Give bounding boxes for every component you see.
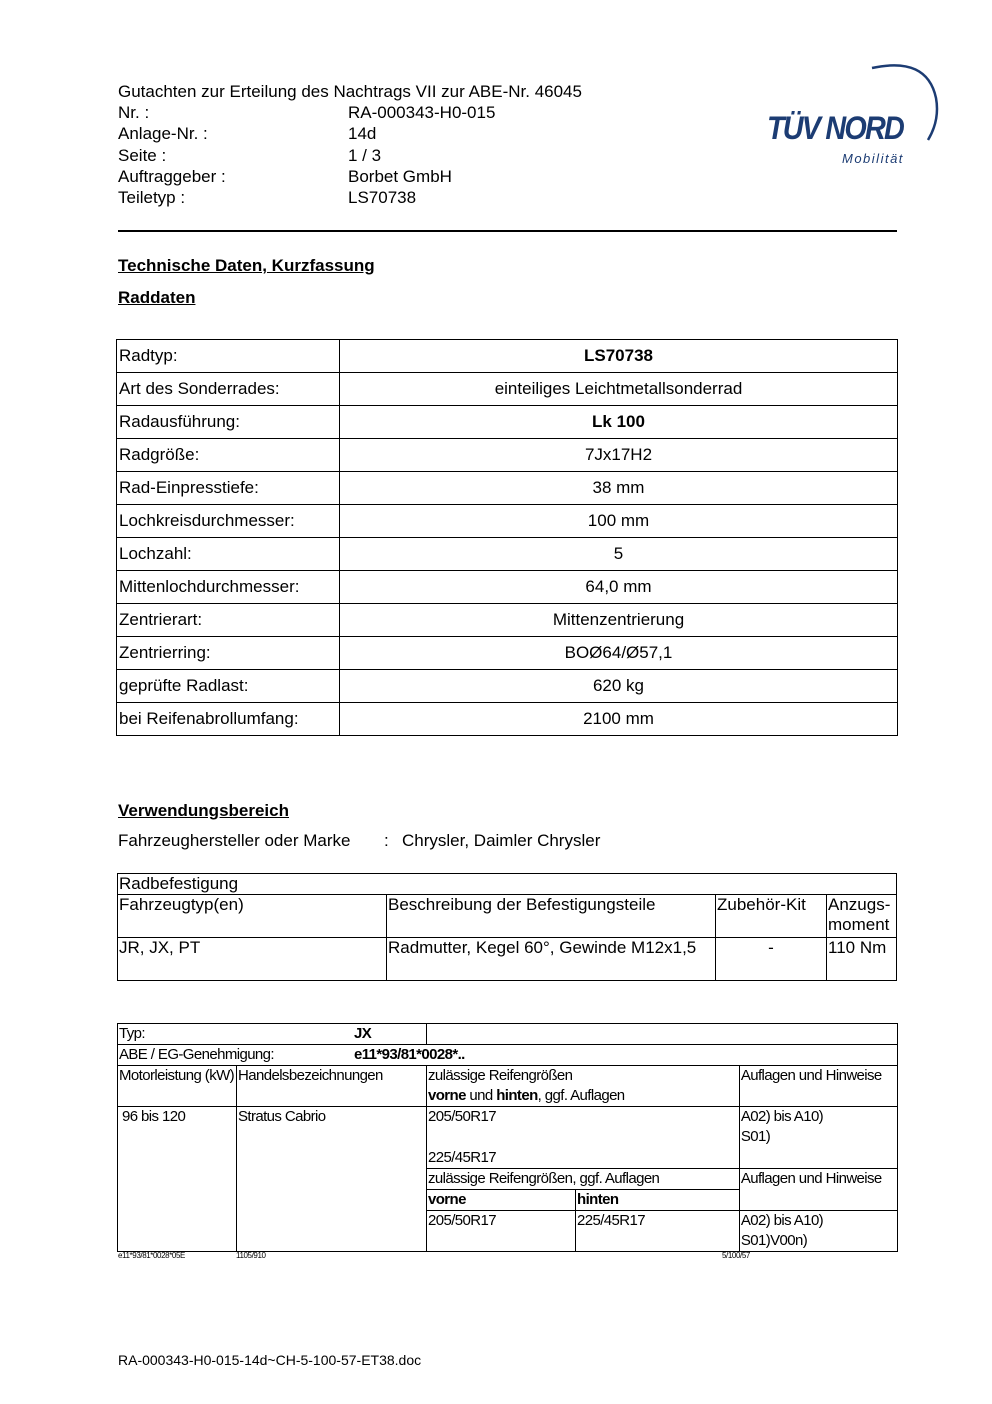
table-row [117,439,898,472]
small-ref-c: 5/100/57 [722,1251,750,1260]
table-row [118,874,897,895]
header-row-teiletyp [118,187,638,208]
reifen-value-1: 205/50R17 [428,1108,496,1125]
header-value: LS70738 [348,188,417,207]
raddaten-value: Lk 100 [340,406,898,439]
raddaten-label: Rad-Einpresstiefe: [117,472,340,505]
header-key: Nr. : [118,103,150,122]
small-ref-b: 1105/910 [236,1251,266,1260]
header-key: Auftraggeber : [118,167,226,186]
table-row [117,505,898,538]
radbefestigung-title: Radbefestigung [118,874,897,895]
raddaten-value: LS70738 [340,340,898,373]
header-key: Seite : [118,146,167,165]
raddaten-label: Lochkreisdurchmesser: [117,505,340,538]
auflagen-value-2: A02) bis A10) [740,1212,824,1229]
raddaten-label: Mittenlochdurchmesser: [117,571,340,604]
sub-reifen-header: zulässige Reifengrößen, ggf. Auflagen [427,1169,740,1190]
reifen-header-und: und [465,1087,497,1104]
reifen-cell [427,1107,740,1169]
header-key: Anlage-Nr. : [118,124,208,143]
raddaten-value: 38 mm [340,472,898,505]
raddaten-value: 5 [340,538,898,571]
header-value: Borbet GmbH [348,167,452,186]
raddaten-value: 64,0 mm [340,571,898,604]
header-key: Teiletyp : [118,188,186,207]
table-cell: 110 Nm [827,938,897,981]
raddaten-value: 620 kg [340,670,898,703]
reifen-header-hinten: hinten [496,1087,538,1104]
reifen-value-2: 225/45R17 [428,1149,496,1166]
raddaten-label: Lochzahl: [117,538,340,571]
raddaten-value: BOØ64/Ø57,1 [340,637,898,670]
sub-auflagen-header: Auflagen und Hinweise [739,1169,897,1211]
handel-cell: Stratus Cabrio [237,1107,427,1252]
raddaten-label: Radausführung: [117,406,340,439]
hinten-header: hinten [576,1190,740,1211]
small-ref-a: e11*93/81*0028*05E [118,1251,185,1260]
header-row-seite [118,145,638,166]
logo-wordmark: TÜV NORD [767,110,903,146]
footer-filename: RA-000343-H0-015-14d~CH-5-100-57-ET38.doc [118,1352,422,1368]
hinten-value: 225/45R17 [576,1211,740,1252]
abe-row [118,1045,465,1066]
auflagen-cell [739,1107,897,1169]
table-row [118,1024,898,1045]
header-cell: Beschreibung der Befestigungsteile [387,895,716,938]
typ-value: JX [354,1025,372,1042]
table-row [118,1107,898,1169]
radbefestigung-table [117,873,897,981]
header-value: 14d [348,124,377,143]
raddaten-table [116,339,898,736]
raddaten-label: Zentrierring: [117,637,340,670]
raddaten-value: 7Jx17H2 [340,439,898,472]
section-verwendungsbereich: Verwendungsbereich [118,801,289,820]
header-row-anlage [118,123,638,144]
table-row [117,373,898,406]
logo-subtitle: Mobilität [842,151,904,166]
hersteller-label: Fahrzeughersteller oder Marke [118,831,351,850]
raddaten-value: 2100 mm [340,703,898,736]
section-raddaten: Raddaten [118,288,196,307]
typ-label: Typ: [119,1025,145,1042]
typ-table [117,1023,898,1252]
reifen-header-a: zulässige Reifengrößen [428,1067,573,1084]
auflagen-value-2b: S01)V00n) [740,1232,808,1249]
table-row [117,571,898,604]
raddaten-value: 100 mm [340,505,898,538]
header-cell: Auflagen und Hinweise [739,1066,897,1107]
reifen-header-vorne: vorne [428,1087,466,1104]
section-technische-daten: Technische Daten, Kurzfassung [118,256,375,275]
table-row [118,895,897,938]
hersteller-separator: : [384,831,389,850]
table-cell: - [716,938,827,981]
vorne-header: vorne [427,1190,576,1211]
motor-cell: 96 bis 120 [118,1107,237,1252]
hersteller-value: Chrysler, Daimler Chrysler [402,831,601,850]
table-row [117,472,898,505]
header-cell: Motorleistung (kW) [118,1066,237,1107]
vorne-value: 205/50R17 [427,1211,576,1252]
table-row [117,340,898,373]
raddaten-label: Zentrierart: [117,604,340,637]
table-row [117,406,898,439]
report-title: Gutachten zur Erteilung des Nachtrags VII zur ABE-Nr. 46045 [118,82,582,101]
header-cell [427,1066,740,1107]
table-row [117,637,898,670]
raddaten-label: Radgröße: [117,439,340,472]
table-row [117,703,898,736]
header-value: RA-000343-H0-015 [348,103,496,122]
table-row [118,1066,898,1107]
header-cell: Handelsbezeichnungen [237,1066,427,1107]
table-row [117,604,898,637]
raddaten-label: Radtyp: [117,340,340,373]
header-cell: Fahrzeugtyp(en) [118,895,387,938]
raddaten-label: bei Reifenabrollumfang: [117,703,340,736]
table-row [118,1045,898,1066]
table-cell: JR, JX, PT [118,938,387,981]
header-row-nr [118,102,638,123]
typ-row [118,1024,427,1045]
header-value: 1 / 3 [348,146,382,165]
abe-value: e11*93/81*0028*.. [354,1046,465,1063]
header-row-auftraggeber [118,166,638,187]
auflagen-cell-2 [739,1211,897,1252]
reifen-header-b: , ggf. Auflagen [537,1087,625,1104]
table-row [117,538,898,571]
table-row [117,670,898,703]
table-row [118,938,897,981]
raddaten-value: einteiliges Leichtmetallsonderrad [340,373,898,406]
raddaten-label: geprüfte Radlast: [117,670,340,703]
header-cell: Zubehör-Kit [716,895,827,938]
anzugsmoment-header: Anzugs- moment [828,895,891,934]
raddaten-label: Art des Sonderrades: [117,373,340,406]
header-cell [827,895,897,938]
table-cell: Radmutter, Kegel 60°, Gewinde M12x1,5 [387,938,716,981]
auflagen-value-1: A02) bis A10) [740,1108,824,1125]
header-divider [118,230,897,232]
raddaten-value: Mittenzentrierung [340,604,898,637]
auflagen-value-1b: S01) [740,1128,771,1145]
abe-label: ABE / EG-Genehmigung: [119,1046,274,1063]
